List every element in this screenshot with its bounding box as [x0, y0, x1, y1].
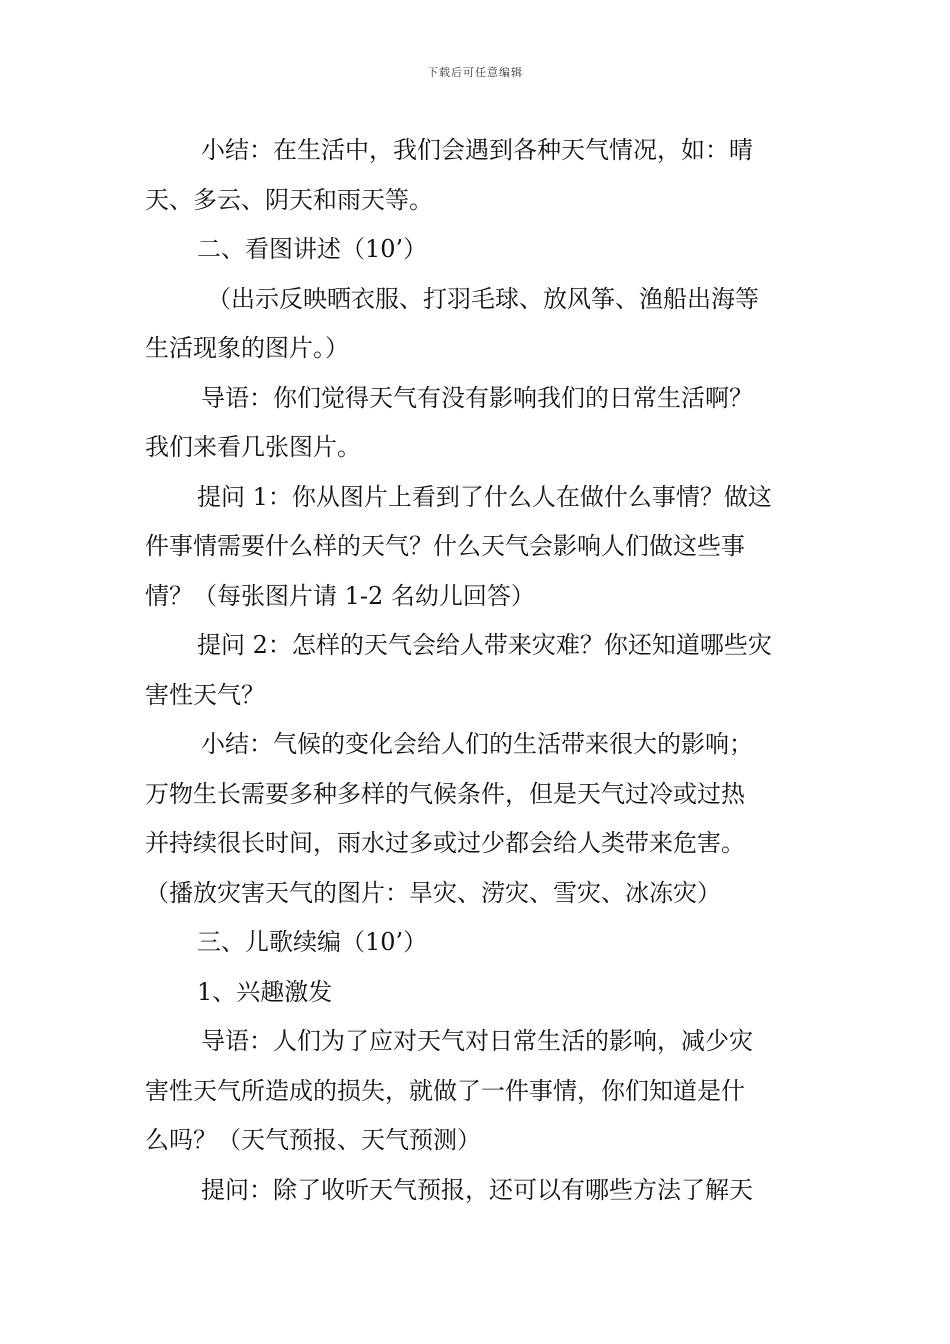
text-line: 害性天气？ [145, 680, 265, 709]
text-line: 提问 1：你从图片上看到了什么人在做什么事情？做这 [197, 482, 772, 511]
text-line: 并持续很长时间，雨水过多或过少都会给人类带来危害。 [145, 829, 745, 857]
text-line: 我们来看几张图片。 [145, 433, 361, 461]
text-line: 导语：人们为了应对天气对日常生活的影响，减少灾 [201, 1027, 753, 1055]
text-line: 小结：在生活中，我们会遇到各种天气情况，如：晴 [201, 136, 753, 164]
text-line: （出示反映晒衣服、打羽毛球、放风筝、渔船出海等 [207, 284, 759, 313]
text-line: （播放灾害天气的图片：旱灾、涝灾、雪灾、冰冻灾） [145, 878, 721, 907]
text-line: 小结：气候的变化会给人们的生活带来很大的影响； [201, 730, 753, 758]
text-line: 二、看图讲述（10’） [197, 235, 428, 263]
text-line: 害性天气所造成的损失，就做了一件事情，你们知道是什 [145, 1076, 745, 1105]
text-line: 生活现象的图片。） [145, 334, 349, 362]
text-line: 天、多云、阴天和雨天等。 [145, 185, 433, 214]
text-line: 件事情需要什么样的天气？什么天气会影响人们做这些事 [145, 532, 745, 560]
text-line: 万物生长需要多种多样的气候条件，但是天气过冷或过热 [145, 779, 745, 808]
document-body [145, 126, 811, 1215]
page-header: 下载后可任意编辑 [427, 66, 523, 79]
text-line: 导语：你们觉得天气有没有影响我们的日常生活啊？ [201, 383, 753, 412]
text-line: 三、儿歌续编（10’） [197, 928, 428, 956]
text-line: 提问 2：怎样的天气会给人带来灾难？你还知道哪些灾 [197, 631, 772, 659]
text-line: 1、兴趣激发 [197, 977, 333, 1006]
text-line: 情？（每张图片请 1-2 名幼儿回答） [145, 581, 535, 610]
text-line: 么吗？（天气预报、天气预测） [145, 1126, 481, 1154]
text-line: 提问：除了收听天气预报，还可以有哪些方法了解天 [201, 1175, 753, 1204]
